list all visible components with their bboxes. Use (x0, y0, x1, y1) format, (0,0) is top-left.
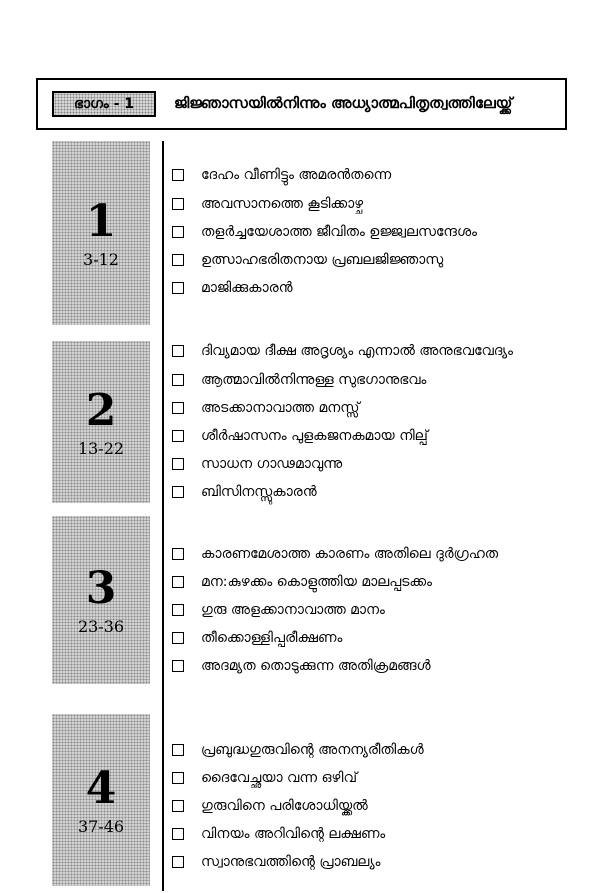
checkbox[interactable] (172, 486, 184, 498)
checkbox[interactable] (172, 458, 184, 470)
chapter-number: 4 (85, 762, 117, 814)
checkbox[interactable] (172, 576, 184, 588)
chapter-number: 3 (85, 562, 117, 614)
checkbox[interactable] (172, 254, 184, 266)
item-label: ആത്മാവിൽനിന്നുള്ള സുഭഗാനുഭവം (201, 372, 427, 388)
item-label: ദിവ്യമായ ദീക്ഷ അദൃശ്യം എന്നാൽ അനുഭവവേദ്യം (201, 343, 513, 359)
checklist-item[interactable] (172, 193, 363, 215)
checklist-item[interactable] (172, 481, 317, 503)
checklist-item[interactable] (172, 767, 357, 789)
checkbox[interactable] (172, 169, 184, 181)
checkbox[interactable] (172, 226, 184, 238)
item-label: മാജിക്കുകാരൻ (201, 280, 293, 296)
item-label: ബിസിനസ്സുകാരൻ (201, 484, 317, 500)
checklist-item[interactable] (172, 397, 359, 419)
item-label: അദമ്യത തൊടുക്കുന്ന അതിക്രമങ്ങൾ (201, 658, 431, 674)
checklist-item[interactable] (172, 221, 477, 243)
item-label: ദൈവേച്ഛയാ വന്ന ഒഴിവ് (201, 770, 357, 786)
chapter-block-3 (52, 516, 150, 684)
checklist-item[interactable] (172, 425, 428, 447)
checklist-item[interactable] (172, 369, 426, 391)
item-label: കാരണമേശാത്ത കാരണം അതിലെ ദുർഗ്രഹത (201, 546, 499, 562)
item-label: മന:കുഴക്കം കൊളുത്തിയ മാലപ്പടക്കം (201, 574, 432, 590)
checkbox[interactable] (172, 548, 184, 560)
item-label: ഗുരു അളക്കാനാവാത്ത മാനം (201, 602, 385, 618)
checklist-item[interactable] (172, 453, 342, 475)
checklist-item[interactable] (172, 823, 385, 845)
chapter-page-range: 13-22 (77, 438, 125, 458)
part-title: ജിജ്ഞാസയിൽനിന്നും അധ്യാത്മപിതൃത്വത്തിലേയ്ക്ക് (174, 94, 513, 112)
item-label: ഉത്സാഹഭരിതനായ പ്രബലജിജ്ഞാസു (201, 252, 444, 268)
checklist-item[interactable] (172, 249, 443, 271)
checkbox[interactable] (172, 430, 184, 442)
item-label: സാധന ഗാഢമാവുന്നു (201, 456, 343, 472)
item-label: സ്വാനുഭവത്തിന്റെ പ്രാബല്യം (201, 854, 381, 870)
part-label: ഭാഗം - 1 (52, 91, 156, 117)
item-label: അടക്കാനാവാത്ത മനസ്സ് (201, 400, 360, 416)
chapter-block-4 (52, 714, 150, 886)
checklist-item[interactable] (172, 795, 368, 817)
item-label: അവസാനത്തെ കൂടിക്കാഴ്ച (201, 196, 364, 212)
checklist-item[interactable] (172, 340, 513, 362)
item-label: പ്രബുദ്ധഗുരുവിന്റെ അനന്യരീതികൾ (201, 742, 424, 758)
chapter-page-range: 37-46 (77, 816, 125, 836)
checklist-item[interactable] (172, 655, 431, 677)
item-label: ശീർഷാസനം പുളകജനകമായ നില്പ് (201, 428, 428, 444)
item-label: തളർച്ചയേശാത്ത ജീവിതം ഉജ്ജ്വലസന്ദേശം (201, 224, 477, 240)
checkbox[interactable] (172, 772, 184, 784)
checkbox[interactable] (172, 402, 184, 414)
chapter-block-1 (52, 141, 150, 325)
item-label: ഗുരുവിനെ പരിശോധിയ്ക്കൽ (201, 798, 368, 814)
checkbox[interactable] (172, 856, 184, 868)
checkbox[interactable] (172, 660, 184, 672)
item-label: തീക്കൊള്ളിപ്പരീക്ഷണം (201, 630, 343, 646)
chapter-block-2 (52, 341, 150, 503)
chapter-page-range: 23-36 (77, 616, 125, 636)
item-label: വിനയം അറിവിന്റെ ലക്ഷണം (201, 826, 386, 842)
checkbox[interactable] (172, 632, 184, 644)
checkbox[interactable] (172, 604, 184, 616)
checkbox[interactable] (172, 374, 184, 386)
checkbox[interactable] (172, 828, 184, 840)
part-header (36, 78, 567, 130)
item-label: ദേഹം വീണിട്ടും അമരൻതന്നെ (201, 167, 392, 183)
checklist-item[interactable] (172, 543, 498, 565)
checkbox[interactable] (172, 800, 184, 812)
column-divider (162, 141, 164, 891)
checklist-item[interactable] (172, 599, 385, 621)
checklist-item[interactable] (172, 571, 432, 593)
checklist-item[interactable] (172, 739, 424, 761)
checklist-item[interactable] (172, 627, 342, 649)
checklist-item[interactable] (172, 277, 293, 299)
checkbox[interactable] (172, 345, 184, 357)
checklist-item[interactable] (172, 851, 380, 873)
checklist-item[interactable] (172, 164, 391, 186)
checkbox[interactable] (172, 198, 184, 210)
checkbox[interactable] (172, 744, 184, 756)
checkbox[interactable] (172, 282, 184, 294)
chapter-number: 2 (85, 384, 117, 436)
chapter-page-range: 3-12 (83, 249, 119, 269)
chapter-number: 1 (85, 195, 117, 247)
